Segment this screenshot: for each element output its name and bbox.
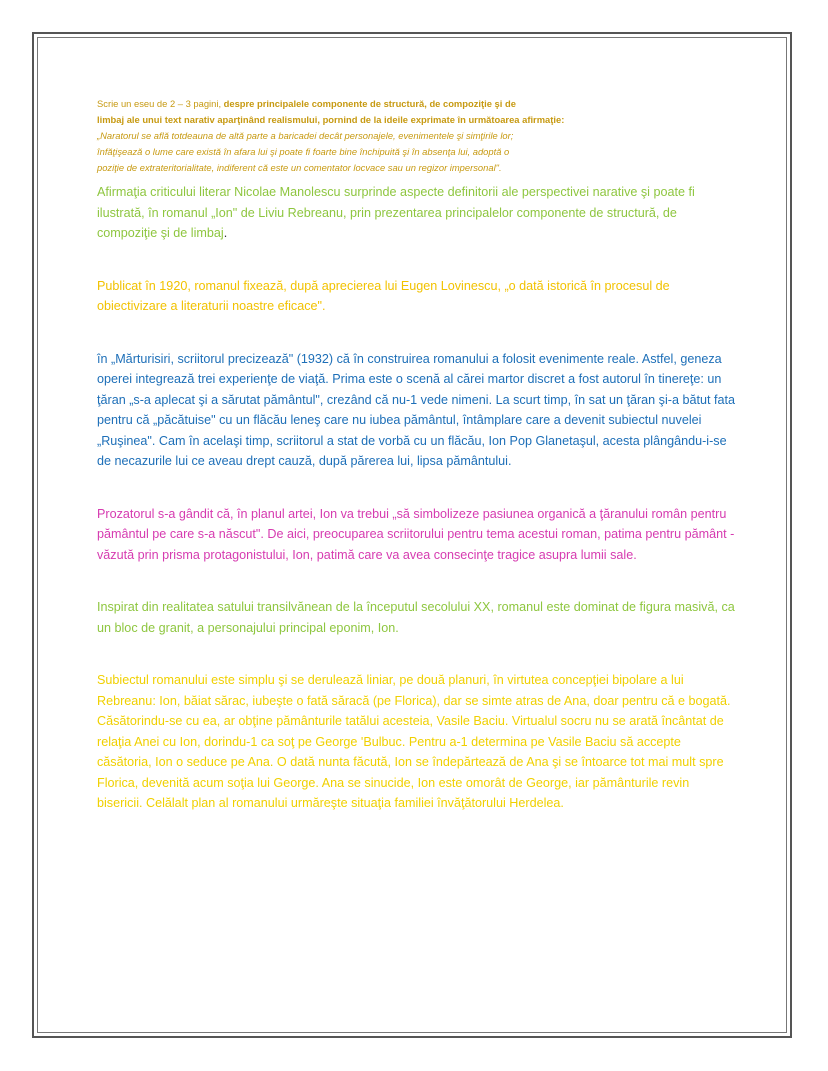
paragraph-genesis: în „Mărturisiri, scriitorul precizează" (1932) că în construirea romanului a folosit evenimente reale. Astfel, geneza operei integrează trei experienţe de viaţă. Prima este o scenă al cărei martor discret a fost autorul în tinereţe: un ţăran „s-a aplecat şi a sărutat pământul", crezând că nu-1 vede nimeni. La scurt timp, în sat un ţăran şi-a bătut fata pentru că „păcătuise" cu un flăcău leneş care nu iubea pământul, întâmplare care a devenit subiectul nuvelei „Ruşinea". Cam în acelaşi timp, scriitorul a stat de vorbă cu un flăcău, Ion Pop Glanetaşul, acesta plângându-i-se de necazurile lui ce aveau drept cauză, după părerea lui, lipsa pământului. — [97, 351, 735, 468]
task-intro: Scrie un eseu de 2 – 3 pagini, — [97, 98, 224, 109]
task-quote-line-3: poziţie de extrateritorialitate, indiferent că este un comentator locvace sau un regizor impersonal". — [97, 162, 502, 173]
task-quote-line-1: „Naratorul se află totdeauna de altă parte a baricadei decât personajele, evenimentele şi simţirile lor; — [97, 130, 514, 141]
essay-task — [97, 96, 737, 176]
paragraph-theme: Prozatorul s-a gândit că, în planul artei, Ion va trebui „să simbolizeze pasiunea organică a ţăranului român pentru pământul pe care s-a născut". De aici, preocuparea scriitorului pentru tema acestui roman, patima pentru pământ - văzută prin prisma protagonistului, Ion, patimă care va avea consecinţe tragice asupra lumii sale. — [97, 506, 735, 562]
paragraph-publication: Publicat în 1920, romanul fixează, după aprecierea lui Eugen Lovinescu, „o dată istorică în procesul de obiectivizare a literaturii noastre eficace". — [97, 278, 670, 313]
paragraph-plot: Subiectul romanului este simplu şi se derulează liniar, pe două planuri, în virtutea concepţiei bipolare a lui Rebreanu: Ion, băiat sărac, iubeşte o fată săracă (pe Florica), dar se simte atras de Ana, doar pentru că e bogată. Căsătorindu-se cu ea, ar obţine pământurile tatălui acesteia, Vasile Baciu. Virtualul socru nu se arată încântat de relaţia Anei cu Ion, dorindu-1 ca soţ pe George 'Bulbuc. Pentru a-1 determina pe Vasile Baciu să accepte căsătoria, Ion o seduce pe Ana. O dată nunta făcută, Ion se îndepărtează de Ana şi se întoarce tot mai mult spre Florica, devenită acum soţia lui George. Ana se sinucide, Ion este omorât de George, iar pământurile revin bisericii. Celălalt plan al romanului urmăreşte situaţia familiei învăţătorului Herdelea. — [97, 673, 731, 810]
paragraph-manolescu — [97, 182, 737, 244]
document-body — [97, 96, 737, 814]
task-bold-line-2: limbaj ale unui text narativ aparţinând realismului, pornind de la ideile exprimate în următoarea afirmaţie: — [97, 114, 565, 125]
paragraph-manolescu-period: . — [223, 226, 228, 240]
paragraph-manolescu-text: Afirmaţia criticului literar Nicolae Manolescu surprinde aspecte definitorii ale perspectivei narative şi poate fi ilustrată, în romanul „Ion" de Liviu Rebreanu, prin prezentarea principalelor componente de structură, de compoziţie şi de limbaj — [97, 185, 695, 240]
task-quote-line-2: înfăţişează o lume care există în afara lui şi poate fi foarte bine închipuită şi în absenţa lui, adoptă o — [97, 146, 510, 157]
paragraph-inspiration: Inspirat din realitatea satului transilvănean de la începutul secolului XX, romanul este dominat de figura masivă, ca un bloc de granit, a personajului principal eponim, Ion. — [97, 600, 735, 635]
task-bold-line-1: despre principalele componente de structură, de compoziţie şi de — [223, 98, 516, 109]
